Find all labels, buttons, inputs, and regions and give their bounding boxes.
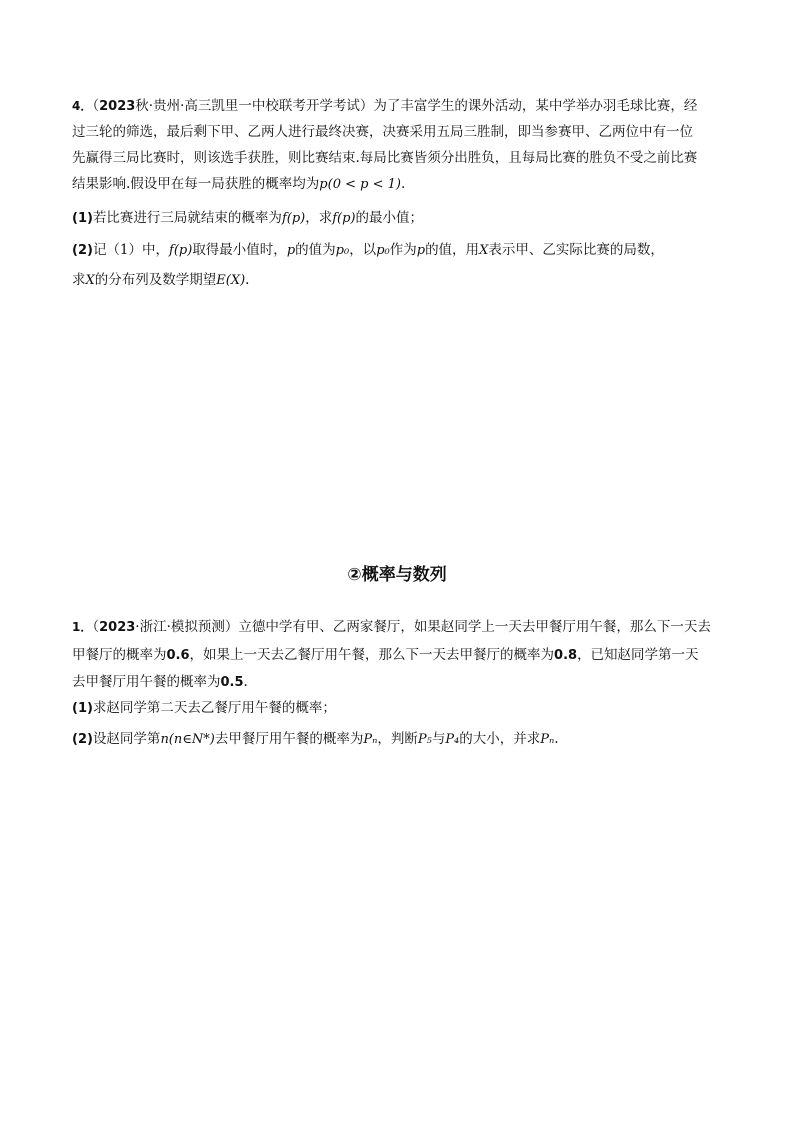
math-expression: Pₙ <box>363 732 378 747</box>
problem-number: 4． <box>72 99 93 113</box>
problem-number: 1． <box>72 620 93 634</box>
math-expression: p <box>286 243 296 258</box>
problem-4-line-3: 先赢得三局比赛时，则该选手获胜，则比赛结束.每局比赛皆须分出胜负，且每局比赛的胜负不受之前比赛 <box>72 150 698 166</box>
math-expression: p <box>416 243 426 258</box>
section-heading: ②概率与数列 <box>347 565 447 585</box>
problem-4-question-2: (2)记（1）中，f(p)取得最小值时，p的值为p₀，以p₀作为p的值，用X表示甲、乙实际比赛的局数， <box>72 242 664 258</box>
source-year: 2023 <box>99 99 136 114</box>
math-expression: f(p) <box>169 243 193 258</box>
problem-1-line-1: 1．（2023·浙江·模拟预测）立德中学有甲、乙两家餐厅，如果赵同学上一天去甲餐厅用午餐，那么下一天去 <box>72 619 711 635</box>
math-expression: P₄ <box>445 732 460 747</box>
probability-value: 0.8 <box>554 648 578 663</box>
source-year: 2023 <box>99 620 136 635</box>
probability-value: 0.5 <box>220 675 244 690</box>
question-label: (2) <box>72 732 93 747</box>
question-label: (1) <box>72 211 93 226</box>
problem-4-line-2: 过三轮的筛选，最后剩下甲、乙两人进行最终决赛，决赛采用五局三胜制，即当参赛甲、乙两位中有一位 <box>72 124 693 140</box>
problem-4-line-4: 结果影响.假设甲在每一局获胜的概率均为p(0 < p < 1). <box>72 176 406 192</box>
probability-value: 0.6 <box>166 648 190 663</box>
math-expression: P₅ <box>417 732 432 747</box>
problem-4-question-2-line-2: 求X的分布列及数学期望E(X). <box>72 272 250 288</box>
question-label: (2) <box>72 243 93 258</box>
math-expression: f(p) <box>281 211 306 226</box>
problem-text: ·浙江·模拟预测）立德中学有甲、乙两家餐厅，如果赵同学上一天去甲餐厅用午餐，那么下一天去 <box>135 619 711 635</box>
math-expression: n(n∈N*) <box>160 732 215 747</box>
problem-1-question-1: (1)求赵同学第二天去乙餐厅用午餐的概率； <box>72 700 336 716</box>
math-expression: p(0 < p < 1) <box>319 177 401 192</box>
problem-text: 秋·贵州·高三凯里一中校联考开学考试）为了丰富学生的课外活动，某中学举办羽毛球比赛，经 <box>135 98 698 114</box>
problem-1-question-2: (2)设赵同学第n(n∈N*)去甲餐厅用午餐的概率为Pₙ，判断P₅与P₄的大小，并求Pₙ. <box>72 731 559 747</box>
math-expression: E(X) <box>216 273 246 288</box>
problem-4-line-1: 4．（2023秋·贵州·高三凯里一中校联考开学考试）为了丰富学生的课外活动，某中学举办羽毛球比赛，经 <box>72 98 698 114</box>
problem-1-line-2: 甲餐厅的概率为0.6，如果上一天去乙餐厅用午餐，那么下一天去甲餐厅的概率为0.8，已知赵同学第一天 <box>72 647 699 663</box>
math-expression: Pₙ <box>540 732 555 747</box>
question-label: (1) <box>72 701 93 716</box>
problem-1-line-3: 去甲餐厅用午餐的概率为0.5. <box>72 674 248 690</box>
math-expression: f(p) <box>332 211 356 226</box>
math-expression: p₀ <box>376 243 390 258</box>
math-expression: p₀ <box>335 243 350 258</box>
problem-4-question-1: (1)若比赛进行三局就结束的概率为f(p)，求f(p)的最小值； <box>72 210 423 226</box>
math-expression: X <box>85 273 95 288</box>
math-expression: X <box>479 243 489 258</box>
